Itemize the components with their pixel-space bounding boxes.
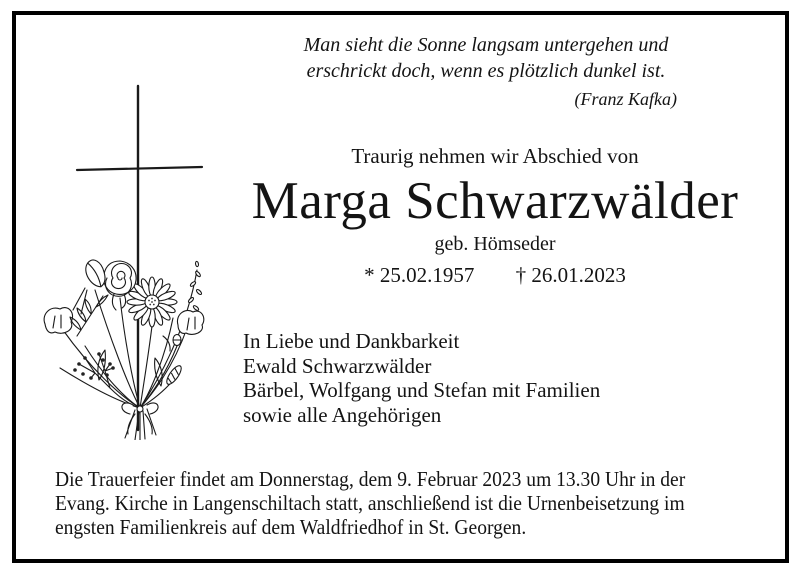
birth-date: * 25.02.1957 bbox=[364, 263, 475, 287]
quote-attribution: (Franz Kafka) bbox=[574, 89, 677, 109]
life-dates bbox=[245, 263, 745, 288]
death-date: † 26.01.2023 bbox=[515, 263, 626, 287]
quote-line: erschrickt doch, wenn es plötzlich dunkel ist. bbox=[306, 60, 666, 82]
funeral-details bbox=[55, 467, 755, 540]
announcement bbox=[245, 144, 745, 288]
quote bbox=[291, 32, 681, 112]
funeral-line: Die Trauerfeier findet am Donnerstag, dem 9. Februar 2023 um 13.30 Uhr in der bbox=[55, 467, 686, 491]
mourner-line: Bärbel, Wolfgang und Stefan mit Familien bbox=[243, 378, 601, 403]
quote-line: Man sieht die Sonne langsam untergehen und bbox=[303, 34, 669, 56]
flower-bouquet-icon bbox=[44, 257, 204, 440]
maiden-name: geb. Hömseder bbox=[434, 233, 556, 255]
mourners-list bbox=[243, 329, 600, 427]
mourner-line: Ewald Schwarzwälder bbox=[243, 353, 432, 378]
funeral-line: engsten Familienkreis auf dem Waldfriedhof in St. Georgen. bbox=[55, 515, 527, 540]
mourner-line: In Liebe und Dankbarkeit bbox=[243, 329, 460, 353]
funeral-line: Evang. Kirche in Langenschiltach statt, anschließend ist die Urnenbeisetzung im bbox=[55, 491, 685, 516]
deceased-name: Marga Schwarzwälder bbox=[251, 172, 739, 230]
cross-icon bbox=[77, 86, 202, 430]
mourner-line: sowie alle Angehörigen bbox=[243, 402, 442, 427]
intro-text: Traurig nehmen wir Abschied von bbox=[351, 144, 639, 168]
cross-and-bouquet-graphic bbox=[15, 78, 225, 440]
